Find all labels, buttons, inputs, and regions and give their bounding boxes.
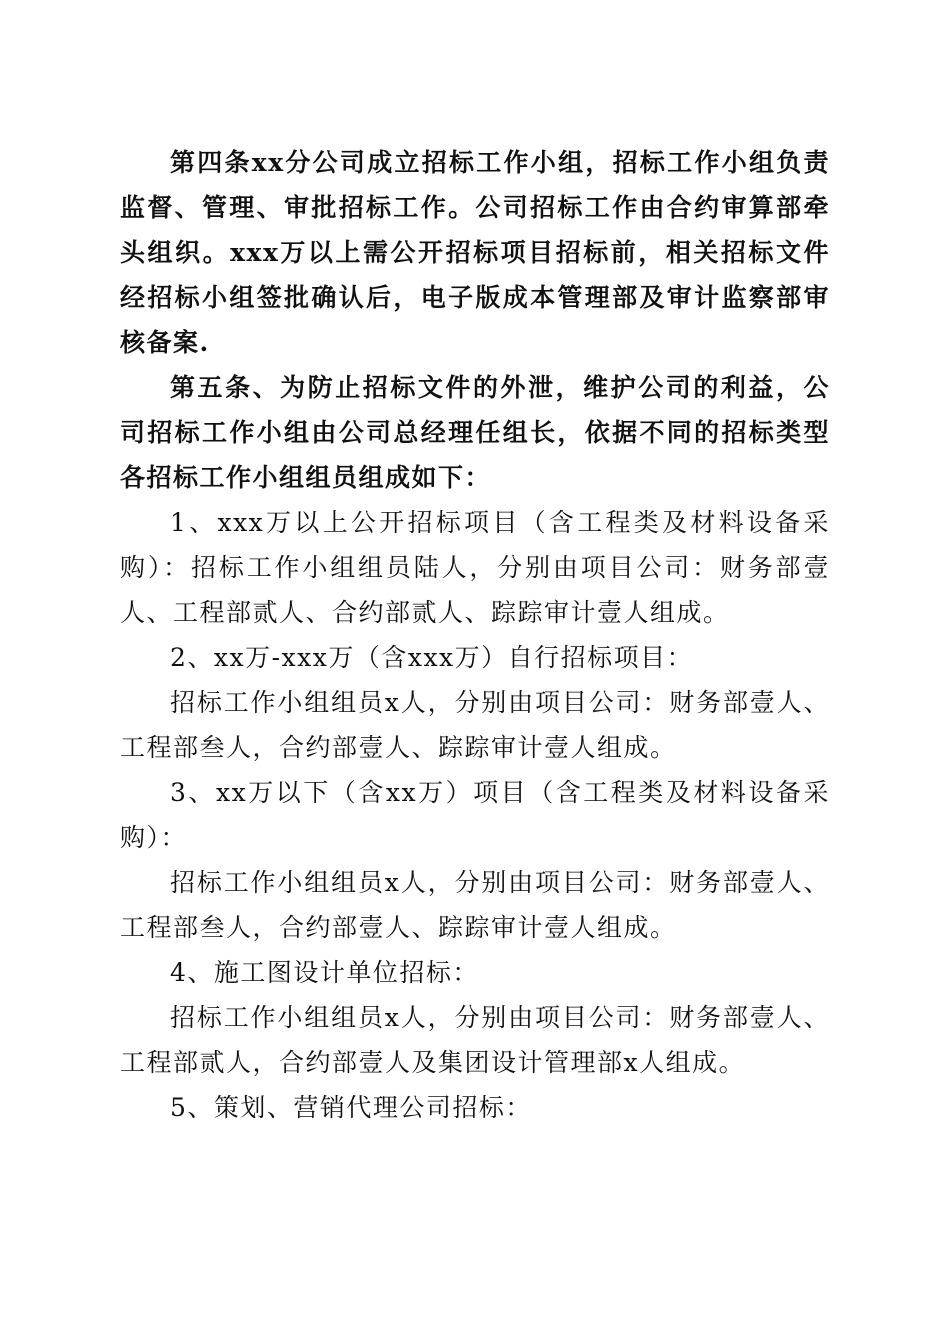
- paragraph-article-4: 第四条xx分公司成立招标工作小组，招标工作小组负责监督、管理、审批招标工作。公司招标工作由合约审算部牵头组织。xxx万以上需公开招标项目招标前，相关招标文件经招标小组签批确认后，电子版成本管理部及审计监察部审核备案.: [120, 148, 830, 357]
- paragraph-item-4-body: 招标工作小组组员x人，分别由项目公司：财务部壹人、工程部贰人，合约部壹人及集团设计管理部x人组成。: [120, 1003, 830, 1077]
- paragraph-article-5: 第五条、为防止招标文件的外泄，维护公司的利益，公司招标工作小组由公司总经理任组长，依据不同的招标类型各招标工作小组组员组成如下：: [120, 373, 830, 492]
- paragraph-item-4-title: 4、施工图设计单位招标：: [170, 958, 479, 987]
- paragraph-item-5-title: 5、策划、营销代理公司招标：: [170, 1093, 532, 1122]
- paragraph-item-2-body: 招标工作小组组员x人，分别由项目公司：财务部壹人、工程部叁人，合约部壹人、踪踪审计壹人组成。: [120, 688, 830, 762]
- document-page: [120, 140, 830, 1130]
- paragraph-item-1: 1、xxx万以上公开招标项目（含工程类及材料设备采购）：招标工作小组组员陆人，分别由项目公司：财务部壹人、工程部贰人、合约部贰人、踪踪审计壹人组成。: [120, 508, 830, 627]
- paragraph-item-3-title: 3、xx万以下（含xx万）项目（含工程类及材料设备采购）：: [120, 778, 830, 852]
- paragraph-item-2-title: 2、xx万-xxx万（含xxx万）自行招标项目：: [170, 643, 694, 672]
- paragraph-item-3-body: 招标工作小组组员x人，分别由项目公司：财务部壹人、工程部叁人，合约部壹人、踪踪审计壹人组成。: [120, 868, 830, 942]
